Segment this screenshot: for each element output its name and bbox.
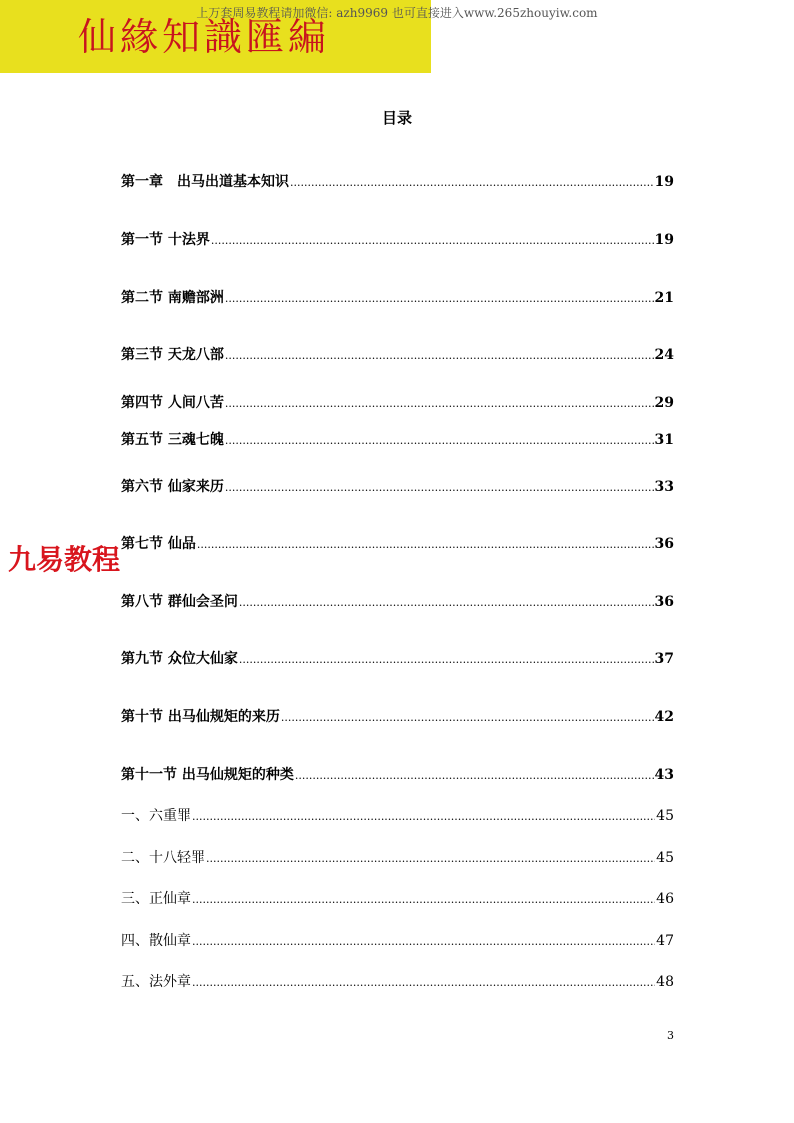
toc-entry-label: 第一节 十法界: [121, 232, 210, 248]
toc-leader-dots: [192, 807, 655, 827]
toc-entry[interactable]: [121, 345, 674, 365]
toc-entry-label: 第九节 众位大仙家: [121, 651, 238, 667]
toc-leader-dots: [239, 650, 654, 670]
toc-entry-page: 36: [654, 594, 674, 610]
toc-entry-label: 一、六重罪: [121, 808, 191, 824]
toc-entry-label: 第五节 三魂七魄: [121, 432, 224, 448]
toc-leader-dots: [206, 849, 655, 869]
toc-entry-label: 第七节 仙品: [121, 536, 196, 552]
toc-entry-label: 第四节 人间八苦: [121, 395, 224, 411]
toc-entry-label: 第八节 群仙会圣问: [121, 594, 238, 610]
toc-leader-dots: [192, 890, 655, 910]
toc-entry-label: 第十一节 出马仙规矩的种类: [121, 767, 294, 783]
toc-entry-label: 二、十八轻罪: [121, 850, 205, 866]
toc-leader-dots: [225, 431, 654, 451]
toc-leader-dots: [225, 478, 654, 498]
toc-entry-page: 48: [656, 974, 674, 990]
toc-leader-dots: [192, 932, 655, 952]
toc-entry[interactable]: [121, 889, 674, 909]
toc-leader-dots: [295, 766, 654, 786]
toc-leader-dots: [192, 973, 655, 993]
toc-entry-label: 四、散仙章: [121, 933, 191, 949]
toc-entry[interactable]: [121, 172, 674, 192]
toc-entry-page: 45: [656, 850, 674, 866]
toc-entry-page: 36: [654, 536, 674, 552]
toc-entry-page: 21: [654, 290, 674, 306]
toc-entry-page: 19: [654, 174, 674, 190]
toc-entry-page: 31: [654, 432, 674, 448]
toc-leader-dots: [239, 593, 654, 613]
toc-entry-page: 29: [654, 395, 674, 411]
toc-entry[interactable]: [121, 707, 674, 727]
toc-entry[interactable]: [121, 230, 674, 250]
toc-entry-label: 第六节 仙家来历: [121, 479, 224, 495]
toc-title: 目录: [381, 109, 412, 127]
toc-leader-dots: [290, 173, 654, 193]
toc-entry-page: 42: [654, 709, 674, 725]
toc-entry-label: 第三节 天龙八部: [121, 347, 224, 363]
toc-entry-page: 33: [654, 479, 674, 495]
toc-entry-page: 47: [656, 933, 674, 949]
toc-entry-page: 43: [654, 767, 674, 783]
toc-entry-page: 45: [656, 808, 674, 824]
toc-entry[interactable]: [121, 765, 674, 785]
toc-entry-label: 第一章 出马出道基本知识: [121, 174, 289, 190]
toc-entry[interactable]: [121, 592, 674, 612]
toc-leader-dots: [197, 535, 654, 555]
toc-entry-page: 37: [654, 651, 674, 667]
toc-entry[interactable]: [121, 477, 674, 497]
toc-entry-page: 24: [654, 347, 674, 363]
toc-leader-dots: [225, 394, 654, 414]
toc-entry-page: 19: [654, 232, 674, 248]
page-number: 3: [667, 1029, 674, 1042]
toc-entry[interactable]: [121, 931, 674, 951]
toc-entry-label: 三、正仙章: [121, 891, 191, 907]
top-note: 上万套周易教程请加微信: azh9969 也可直接进入www.265zhouyiw.com: [196, 6, 598, 20]
toc-entry-label: 第二节 南赡部洲: [121, 290, 224, 306]
toc-entry[interactable]: [121, 848, 674, 868]
watermark-text: 九易教程: [8, 543, 121, 576]
toc-leader-dots: [225, 346, 654, 366]
toc-entry[interactable]: [121, 393, 674, 413]
toc-entry-label: 五、法外章: [121, 974, 191, 990]
toc-leader-dots: [225, 289, 654, 309]
toc-leader-dots: [211, 231, 654, 251]
toc-entry[interactable]: [121, 649, 674, 669]
toc-entry[interactable]: [121, 972, 674, 992]
toc-entry[interactable]: [121, 806, 674, 826]
toc-entry-label: 第十节 出马仙规矩的来历: [121, 709, 280, 725]
toc-entry-page: 46: [656, 891, 674, 907]
toc-entry[interactable]: [121, 288, 674, 308]
toc-leader-dots: [281, 708, 654, 728]
banner-title: 仙緣知識匯編: [78, 15, 331, 59]
toc-entry[interactable]: [121, 534, 674, 554]
toc-entry[interactable]: [121, 430, 674, 450]
